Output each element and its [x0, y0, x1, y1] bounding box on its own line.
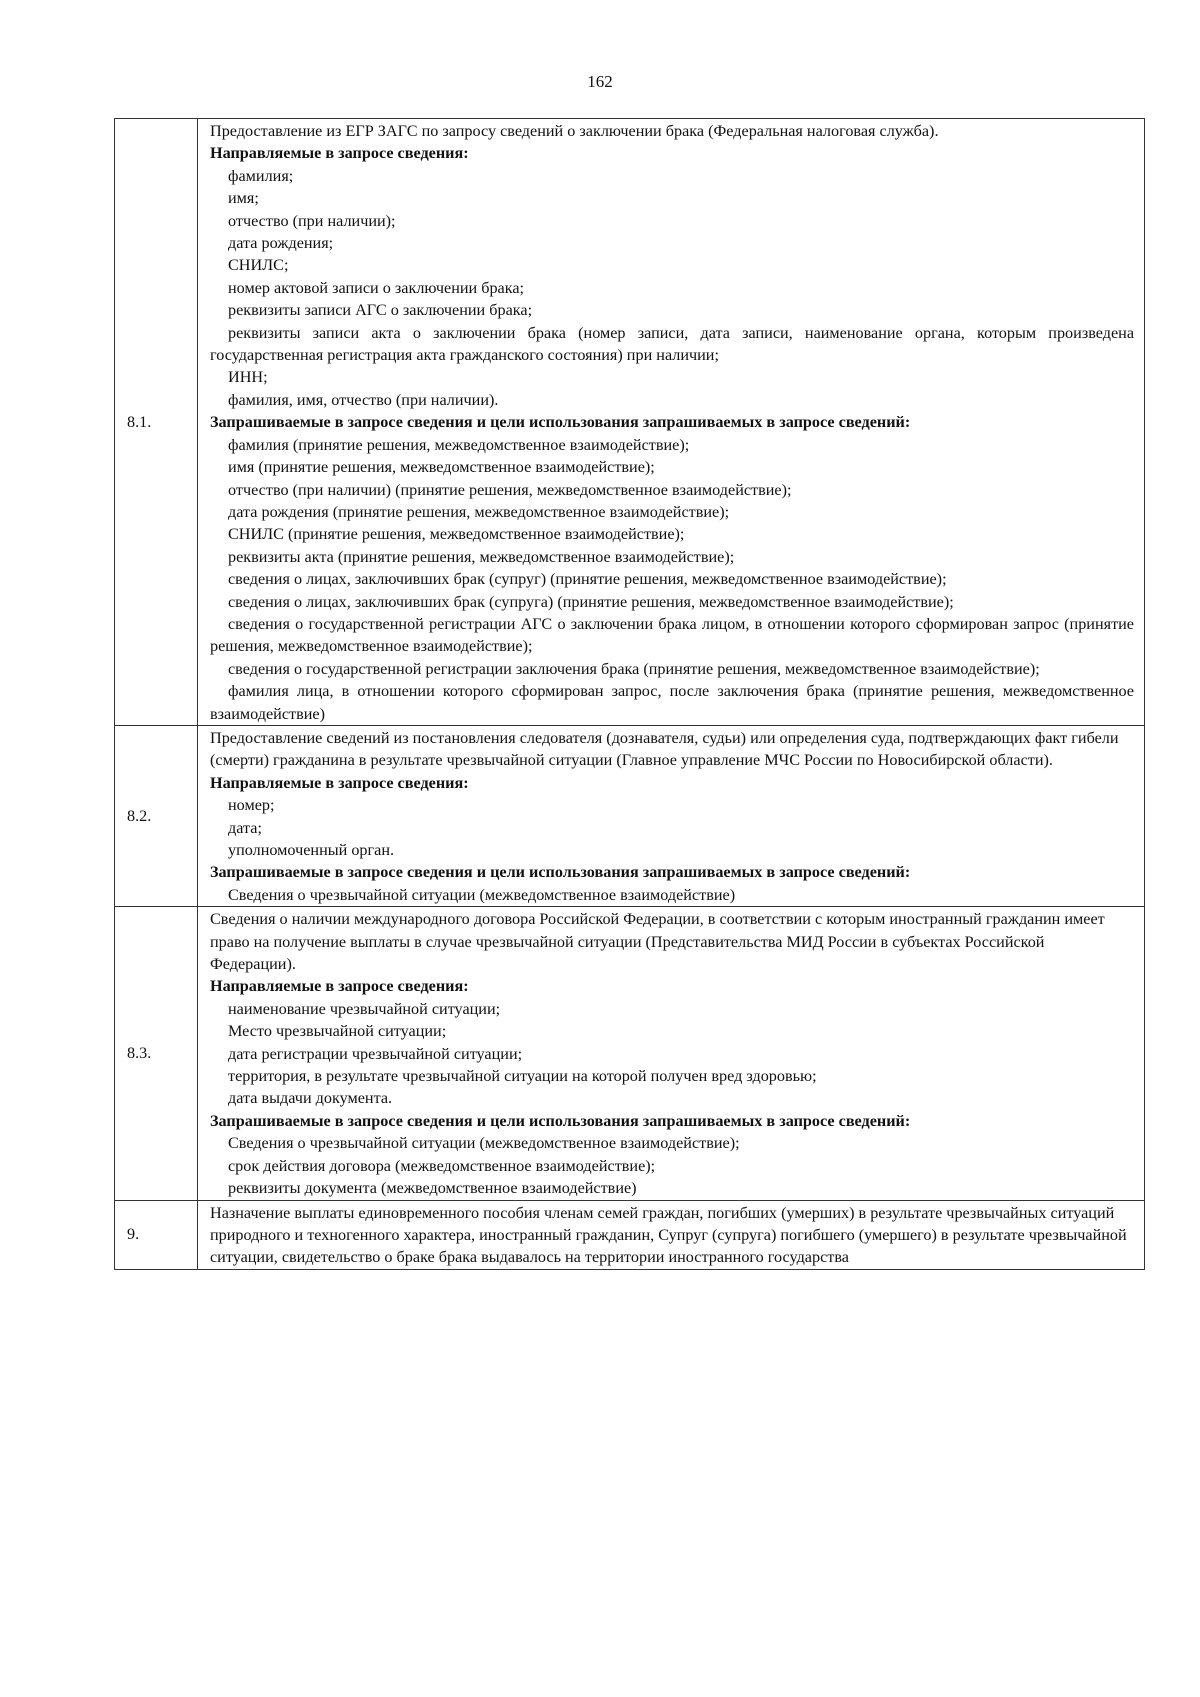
- requested-item: отчество (при наличии) (принятие решения, межведомственное взаимодействие);: [228, 480, 792, 499]
- requested-item: реквизиты акта (принятие решения, межведомственное взаимодействие);: [228, 547, 735, 566]
- requested-item: сведения о государственной регистрации заключения брака (принятие решения, межведомственное взаимодействие);: [228, 659, 1040, 678]
- requested-item: СНИЛС (принятие решения, межведомственное взаимодействие);: [228, 525, 685, 544]
- requested-item: дата рождения (принятие решения, межведомственное взаимодействие);: [228, 502, 730, 521]
- sent-item: ИНН;: [228, 368, 268, 387]
- sent-item: Место чрезвычайной ситуации;: [228, 1022, 447, 1041]
- table-row: [115, 1200, 1145, 1269]
- sent-item: наименование чрезвычайной ситуации;: [228, 999, 501, 1018]
- row-number: 8.3.: [115, 907, 198, 1200]
- row-number: 8.2.: [115, 725, 198, 906]
- row-content: [198, 1200, 1145, 1269]
- requested-item: сведения о государственной регистрации АГС о заключении брака лицом, в отношении которого сформирован запрос (принятие решения, межведомственное взаимодействие);: [210, 614, 1134, 656]
- sent-item: номер;: [228, 796, 275, 815]
- sent-item: дата выдачи документа.: [228, 1089, 393, 1108]
- requested-item: сведения о лицах, заключивших брак (супруга) (принятие решения, межведомственное взаимодействие);: [228, 592, 954, 611]
- row-content: [198, 907, 1145, 1200]
- row-number: 9.: [115, 1200, 198, 1269]
- requested-item: фамилия (принятие решения, межведомственное взаимодействие);: [228, 435, 690, 454]
- row-content: [198, 725, 1145, 906]
- sent-item: номер актовой записи о заключении брака;: [228, 278, 525, 297]
- sent-item: фамилия;: [228, 166, 294, 185]
- requested-heading: Запрашиваемые в запросе сведения и цели использования запрашиваемых в запросе сведений:: [210, 863, 911, 882]
- requested-heading: Запрашиваемые в запросе сведения и цели использования запрашиваемых в запросе сведений:: [210, 413, 911, 432]
- sent-item: уполномоченный орган.: [228, 841, 395, 859]
- row-number: 8.1.: [115, 119, 198, 726]
- row-intro: Предоставление сведений из постановления следователя (дознавателя, судьи) или определения суда, подтверждающих факт гибели (смерти) гражданина в результате чрезвычайной ситуации (Главное управление МЧС России по Новосибирской области).: [210, 728, 1119, 770]
- table-row: [115, 907, 1145, 1200]
- requested-item: Сведения о чрезвычайной ситуации (межведомственное взаимодействие);: [228, 1134, 740, 1153]
- row-intro: Назначение выплаты единовременного пособия членам семей граждан, погибших (умерших) в результате чрезвычайных ситуаций природного и техногенного характера, иностранный гражданин, Супруг (супруга) погибшего (умершего) в результате чрезвычайной ситуации, свидетельство о браке брака выдавалось на территории иностранного государства: [210, 1203, 1127, 1267]
- sent-item: дата регистрации чрезвычайной ситуации;: [228, 1044, 523, 1063]
- sent-item: дата рождения;: [228, 234, 334, 253]
- row-intro: Предоставление из ЕГР ЗАГС по запросу сведений о заключении брака (Федеральная налоговая служба).: [210, 122, 939, 140]
- row-intro: Сведения о наличии международного договора Российской Федерации, в соответствии с которым иностранный гражданин имеет право на получение выплаты в случае чрезвычайной ситуации (Представительства МИД России в субъектах Российской Федерации).: [210, 910, 1105, 974]
- requested-item: срок действия договора (межведомственное взаимодействие);: [228, 1156, 656, 1175]
- sent-item: отчество (при наличии);: [228, 211, 396, 230]
- page-number: 162: [587, 72, 613, 91]
- requested-item: имя (принятие решения, межведомственное взаимодействие);: [228, 458, 655, 477]
- sent-item: территория, в результате чрезвычайной ситуации на которой получен вред здоровью;: [228, 1067, 817, 1086]
- sent-item: реквизиты записи АГС о заключении брака;: [228, 301, 533, 320]
- requested-item: фамилия лица, в отношении которого сформирован запрос, после заключения брака (принятие решения, межведомственное взаимодействие): [210, 682, 1134, 723]
- table-row: [115, 119, 1145, 726]
- sent-heading: Направляемые в запросе сведения:: [210, 773, 469, 792]
- requested-item: Сведения о чрезвычайной ситуации (межведомственное взаимодействие): [228, 885, 736, 904]
- table-row: [115, 725, 1145, 906]
- requested-heading: Запрашиваемые в запросе сведения и цели использования запрашиваемых в запросе сведений:: [210, 1111, 911, 1130]
- sent-heading: Направляемые в запросе сведения:: [210, 977, 469, 996]
- requested-item: сведения о лицах, заключивших брак (супруг) (принятие решения, межведомственное взаимодействие);: [228, 570, 947, 589]
- sent-heading: Направляемые в запросе сведения:: [210, 144, 469, 163]
- sent-item: имя;: [228, 189, 259, 208]
- row-content: [198, 119, 1145, 726]
- sent-item: реквизиты записи акта о заключении брака (номер записи, дата записи, наименование органа, которым произведена государственная регистрация акта гражданского состояния) при наличии;: [210, 323, 1134, 365]
- sent-item: фамилия, имя, отчество (при наличии).: [228, 390, 499, 409]
- requested-item: реквизиты документа (межведомственное взаимодействие): [228, 1179, 637, 1198]
- sent-item: СНИЛС;: [228, 256, 289, 275]
- document-table: [114, 118, 1145, 1270]
- sent-item: дата;: [228, 818, 262, 837]
